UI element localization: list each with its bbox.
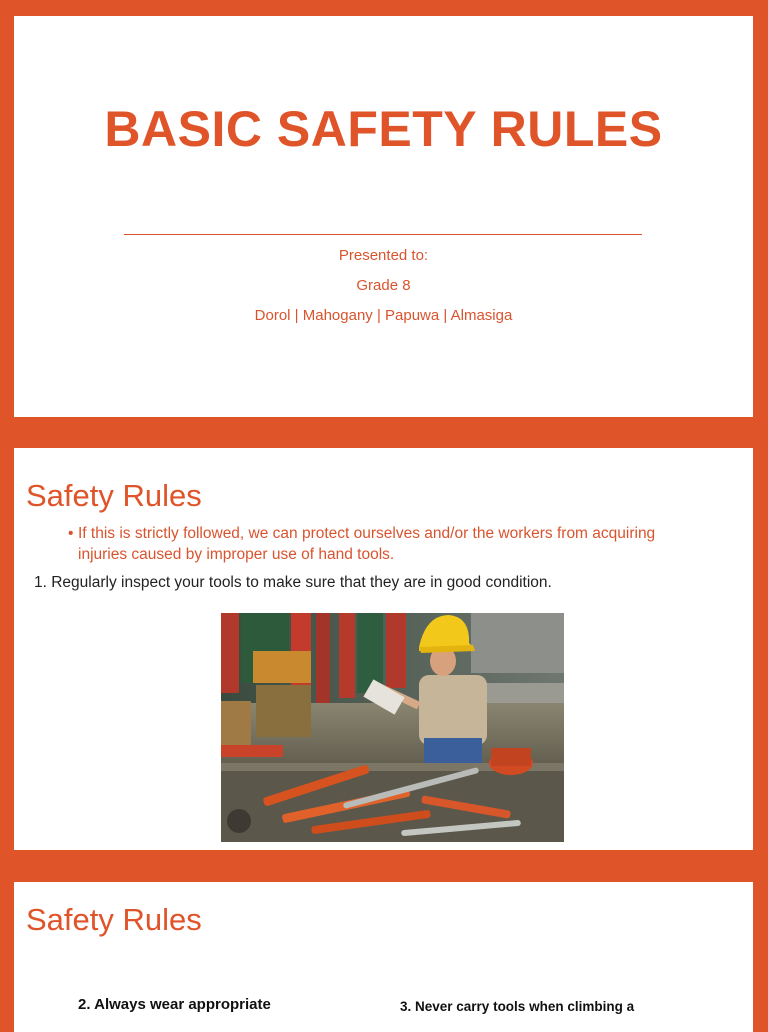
rule-3-text: 3. Never carry tools when climbing a — [400, 999, 635, 1014]
rule-1-text: 1. Regularly inspect your tools to make sure that they are in good condition. — [34, 574, 552, 591]
bullet-dot-icon: • — [68, 525, 74, 542]
title-divider — [124, 234, 642, 235]
bullet-item — [64, 523, 708, 565]
page-title: BASIC SAFETY RULES — [104, 101, 663, 157]
slide-heading: Safety Rules — [26, 478, 202, 513]
rule-2-text: 2. Always wear appropriate — [78, 996, 271, 1013]
bullet-text: If this is strictly followed, we can protect ourselves and/or the workers from acquiring injuries caused by improper use of hand tools. — [78, 525, 656, 563]
sections-label: Dorol | Mahogany | Papuwa | Almasiga — [254, 307, 513, 324]
safety-rules-slide-2 — [14, 882, 753, 1032]
slide-heading: Safety Rules — [26, 902, 202, 937]
worker-with-hard-hat-inspecting-tools-photo — [221, 613, 564, 842]
safety-rules-slide-1 — [14, 448, 753, 850]
title-slide — [14, 16, 753, 417]
presented-to-label: Presented to: — [338, 247, 429, 264]
grade-label: Grade 8 — [356, 277, 411, 294]
